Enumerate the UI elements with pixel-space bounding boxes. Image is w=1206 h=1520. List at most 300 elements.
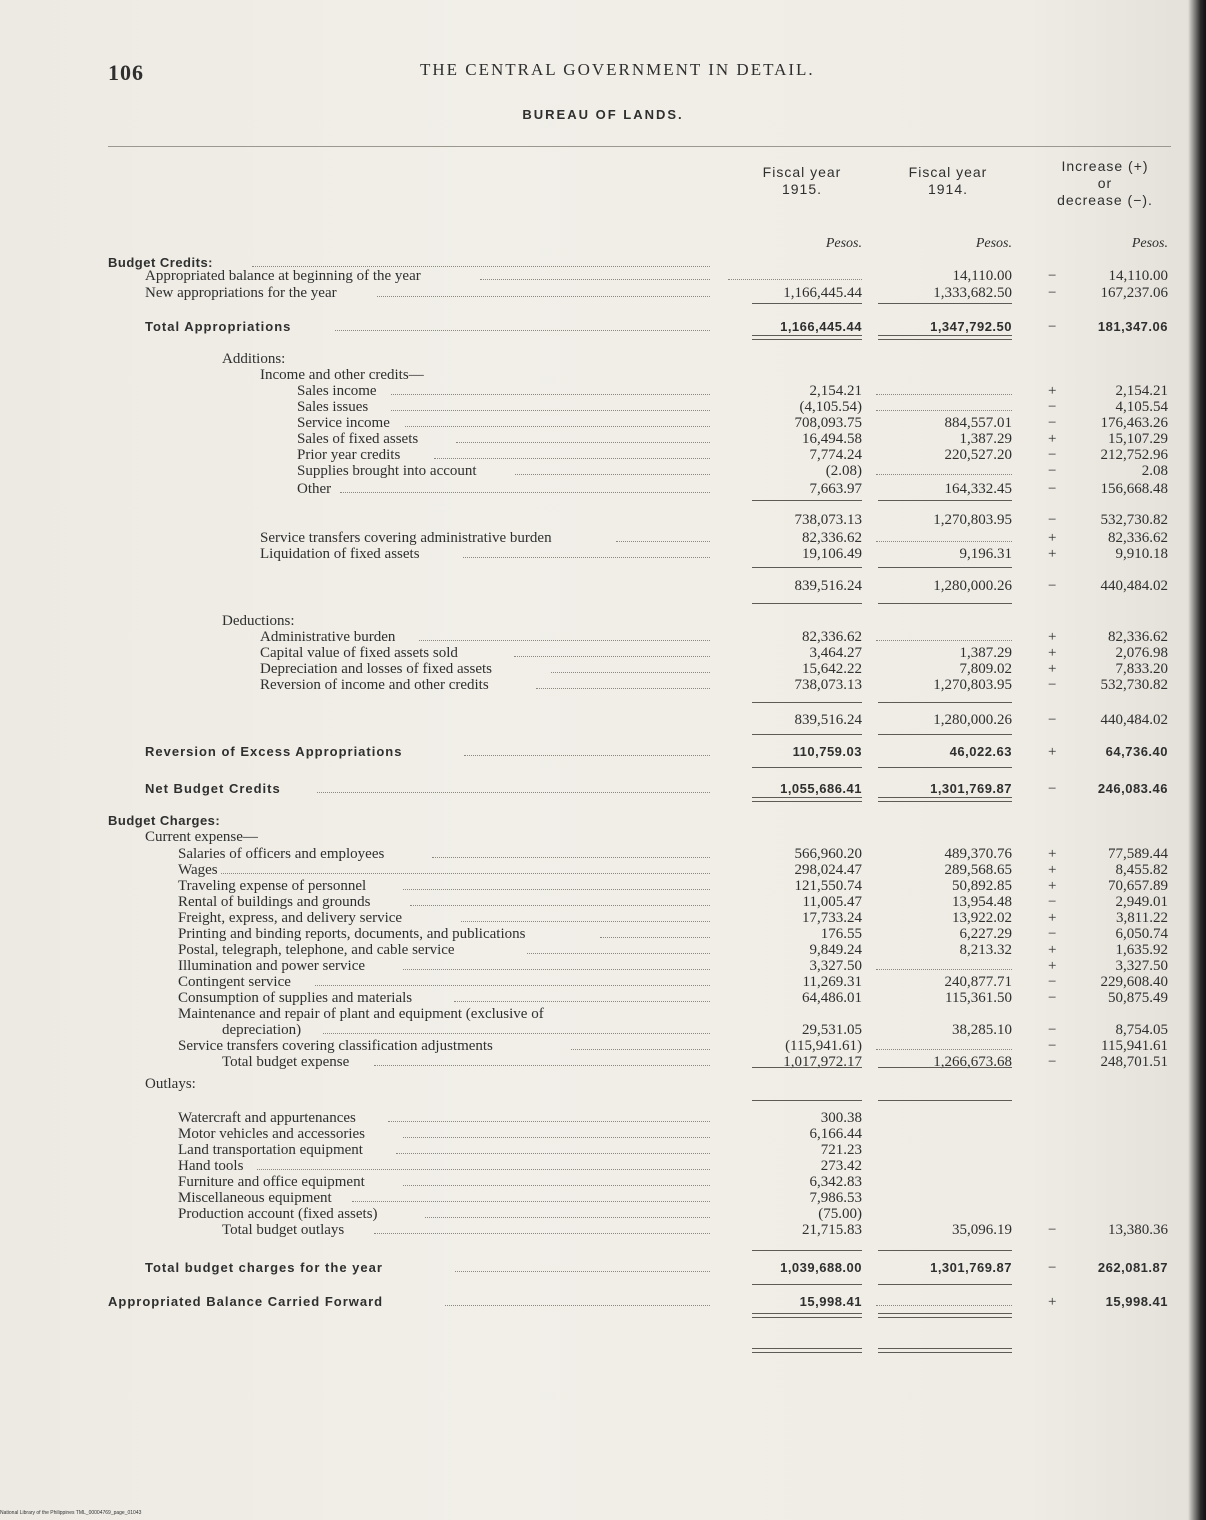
value-fy1914: 13,922.02 — [952, 910, 1012, 926]
value-fy1915: 29,531.05 — [802, 1022, 862, 1038]
value-fy1915: 721.23 — [820, 1142, 862, 1158]
leader-dots — [425, 1217, 710, 1218]
change-sign: − — [1048, 1260, 1057, 1276]
leader-dots — [551, 672, 710, 673]
table-row — [0, 862, 1206, 878]
change-sign: − — [1048, 268, 1057, 284]
table-row — [0, 546, 1206, 562]
value-fy1915: 839,516.24 — [794, 712, 862, 728]
value-fy1914: 115,361.50 — [945, 990, 1012, 1006]
row-label: Land transportation equipment — [178, 1142, 363, 1158]
double-rule — [752, 797, 862, 802]
table-row — [0, 990, 1206, 1006]
value-fy1915: 11,269.31 — [802, 974, 862, 990]
table-row — [0, 1110, 1206, 1126]
table-row — [0, 645, 1206, 661]
row-label: Freight, express, and delivery service — [178, 910, 403, 926]
row-label: Illumination and power service — [178, 958, 366, 974]
scan-footer: National Library of the Philippines TML_00004769_page_01043 — [0, 1510, 142, 1516]
empty-cell-dots — [876, 394, 1012, 395]
table-row — [0, 1054, 1206, 1070]
row-label: Maintenance and repair of plant and equipment (exclusive of — [178, 1006, 544, 1022]
leader-dots — [317, 792, 710, 793]
table-row — [0, 268, 1206, 284]
value-fy1915: 738,073.13 — [794, 677, 862, 693]
value-fy1914: 14,110.00 — [952, 268, 1012, 284]
change-sign: − — [1048, 285, 1057, 301]
change-sign: − — [1048, 1038, 1057, 1054]
empty-cell-dots — [876, 1305, 1012, 1306]
leader-dots — [403, 969, 710, 970]
table-row — [0, 878, 1206, 894]
change-sign: − — [1048, 677, 1057, 693]
row-label: Total Appropriations — [145, 319, 292, 334]
value-fy1915: 1,017,972.17 — [783, 1054, 862, 1070]
leader-dots — [600, 937, 710, 938]
row-label: Motor vehicles and accessories — [178, 1126, 366, 1142]
single-rule — [878, 767, 1012, 768]
single-rule — [752, 734, 862, 735]
leader-dots — [257, 1169, 710, 1170]
double-rule — [878, 335, 1012, 340]
row-label: Production account (fixed assets) — [178, 1206, 378, 1222]
change-sign: + — [1048, 878, 1057, 894]
table-row — [0, 613, 1206, 629]
row-label: New appropriations for the year — [145, 285, 337, 301]
row-label: Appropriated balance at beginning of the year — [145, 268, 421, 284]
single-rule — [752, 1284, 862, 1285]
change-sign: + — [1048, 629, 1057, 645]
column-header-fy1915 — [742, 164, 862, 198]
leader-dots — [419, 640, 710, 641]
value-fy1915: 7,774.24 — [809, 447, 862, 463]
value-fy1914: 1,333,682.50 — [933, 285, 1012, 301]
leader-dots — [410, 905, 710, 906]
double-rule — [752, 1348, 862, 1353]
leader-dots — [461, 921, 710, 922]
change-sign: + — [1048, 744, 1057, 760]
row-label: Appropriated Balance Carried Forward — [108, 1294, 384, 1309]
table-row — [0, 744, 1206, 760]
row-label: Budget Credits: — [108, 255, 213, 270]
column-header-fy1914 — [888, 164, 1008, 198]
change-sign: + — [1048, 431, 1057, 447]
single-rule — [752, 1067, 862, 1068]
value-fy1915: 21,715.83 — [802, 1222, 862, 1238]
change-sign: − — [1048, 512, 1057, 528]
value-fy1914: 884,557.01 — [944, 415, 1012, 431]
empty-cell-dots — [876, 410, 1012, 411]
value-fy1915: 3,464.27 — [809, 645, 862, 661]
leader-dots — [432, 857, 710, 858]
value-fy1914: 240,877.71 — [944, 974, 1012, 990]
row-label: Capital value of fixed assets sold — [260, 645, 458, 661]
value-fy1915: 19,106.49 — [802, 546, 862, 562]
leader-dots — [315, 985, 710, 986]
row-label: Depreciation and losses of fixed assets — [260, 661, 493, 677]
table-row — [0, 1142, 1206, 1158]
row-label: Prior year credits — [297, 447, 401, 463]
leader-dots — [335, 330, 710, 331]
value-fy1914: 1,280,000.26 — [933, 578, 1012, 594]
value-fy1915: 3,327.50 — [809, 958, 862, 974]
value-fy1915: 110,759.03 — [792, 744, 862, 759]
leader-dots — [463, 557, 710, 558]
empty-cell-dots — [876, 541, 1012, 542]
value-change: 440,484.02 — [1100, 578, 1168, 594]
leader-dots — [571, 1049, 710, 1050]
table-row — [0, 942, 1206, 958]
value-fy1914: 1,270,803.95 — [933, 677, 1012, 693]
change-sign: − — [1048, 447, 1057, 463]
value-change: 6,050.74 — [1115, 926, 1168, 942]
row-label: Service transfers covering classification adjustments — [178, 1038, 493, 1054]
change-sign: + — [1048, 910, 1057, 926]
empty-cell-dots — [876, 474, 1012, 475]
change-sign: − — [1048, 990, 1057, 1006]
leader-dots — [405, 426, 710, 427]
change-sign: − — [1048, 1022, 1057, 1038]
row-label: Total budget outlays — [222, 1222, 345, 1238]
row-label: Supplies brought into account — [297, 463, 477, 479]
empty-cell-dots — [876, 1049, 1012, 1050]
change-sign: + — [1048, 958, 1057, 974]
row-label: Net Budget Credits — [145, 781, 281, 796]
value-change: 64,736.40 — [1105, 744, 1168, 759]
value-change: 262,081.87 — [1097, 1260, 1168, 1275]
value-fy1915: 15,998.41 — [799, 1294, 862, 1309]
value-fy1914: 1,266,673.68 — [933, 1054, 1012, 1070]
column-header-line: Fiscal year — [908, 164, 988, 180]
value-fy1914: 6,227.29 — [959, 926, 1012, 942]
row-label: Sales income — [297, 383, 377, 399]
value-fy1914: 46,022.63 — [949, 744, 1012, 759]
value-change: 9,910.18 — [1115, 546, 1168, 562]
single-rule — [878, 1100, 1012, 1101]
table-row — [0, 846, 1206, 862]
leader-dots — [454, 1001, 710, 1002]
leader-dots — [352, 1201, 710, 1202]
value-fy1914: 220,527.20 — [944, 447, 1012, 463]
value-fy1914: 50,892.85 — [952, 878, 1012, 894]
leader-dots — [377, 296, 710, 297]
value-change: 82,336.62 — [1108, 530, 1168, 546]
leader-dots — [391, 394, 710, 395]
value-fy1915: 1,166,445.44 — [780, 319, 862, 334]
value-fy1915: 176.55 — [820, 926, 862, 942]
value-change: 246,083.46 — [1097, 781, 1168, 796]
single-rule — [878, 1067, 1012, 1068]
row-label: Service income — [297, 415, 390, 431]
table-row — [0, 712, 1206, 728]
single-rule — [752, 603, 862, 604]
table-row — [0, 629, 1206, 645]
value-fy1915: 11,005.47 — [802, 894, 862, 910]
table-row — [0, 1126, 1206, 1142]
value-fy1914: 9,196.31 — [959, 546, 1012, 562]
table-row — [0, 1022, 1206, 1038]
value-fy1915: 298,024.47 — [794, 862, 862, 878]
row-label: Other — [297, 481, 332, 497]
single-rule — [878, 1250, 1012, 1251]
unit-label-change: Pesos. — [1131, 236, 1168, 251]
value-change: 181,347.06 — [1097, 319, 1168, 334]
single-rule — [878, 500, 1012, 501]
table-row — [0, 447, 1206, 463]
leader-dots — [515, 474, 710, 475]
value-change: 248,701.51 — [1100, 1054, 1168, 1070]
value-change: 82,336.62 — [1108, 629, 1168, 645]
table-row — [0, 351, 1206, 367]
double-rule — [878, 1313, 1012, 1318]
row-label: Deductions: — [222, 613, 295, 629]
column-header-line: 1914. — [927, 181, 969, 197]
value-fy1915: 64,486.01 — [802, 990, 862, 1006]
table-row — [0, 661, 1206, 677]
table-row — [0, 415, 1206, 431]
table-row — [0, 829, 1206, 845]
value-fy1915: 1,055,686.41 — [780, 781, 862, 796]
leader-dots — [434, 458, 710, 459]
row-label: depreciation) — [222, 1022, 302, 1038]
table-row — [0, 677, 1206, 693]
leader-dots — [388, 1121, 710, 1122]
value-change: 229,608.40 — [1100, 974, 1168, 990]
row-label: Administrative burden — [260, 629, 396, 645]
value-fy1914: 13,954.48 — [952, 894, 1012, 910]
value-change: 115,941.61 — [1101, 1038, 1168, 1054]
single-rule — [878, 702, 1012, 703]
value-change: 7,833.20 — [1115, 661, 1168, 677]
value-fy1915: 738,073.13 — [794, 512, 862, 528]
value-fy1915: 1,166,445.44 — [783, 285, 862, 301]
table-row — [0, 1206, 1206, 1222]
change-sign: + — [1048, 846, 1057, 862]
empty-cell-dots — [876, 969, 1012, 970]
value-change: 532,730.82 — [1100, 512, 1168, 528]
change-sign: − — [1048, 1054, 1057, 1070]
value-fy1914: 1,270,803.95 — [933, 512, 1012, 528]
row-label: Current expense— — [145, 829, 258, 845]
value-fy1915: 121,550.74 — [794, 878, 862, 894]
page-number: 106 — [108, 60, 144, 85]
leader-dots — [403, 1137, 710, 1138]
table-row — [0, 578, 1206, 594]
value-fy1914: 1,387.29 — [959, 431, 1012, 447]
single-rule — [878, 567, 1012, 568]
empty-cell-dots — [876, 640, 1012, 641]
single-rule — [752, 1250, 862, 1251]
table-row — [0, 1038, 1206, 1054]
leader-dots — [455, 1271, 710, 1272]
value-fy1915: 273.42 — [820, 1158, 862, 1174]
change-sign: − — [1048, 781, 1057, 797]
table-row — [0, 383, 1206, 399]
row-label: Hand tools — [178, 1158, 244, 1174]
value-fy1915: 82,336.62 — [802, 530, 862, 546]
table-row — [0, 813, 1206, 829]
table-row — [0, 781, 1206, 797]
value-fy1915: 839,516.24 — [794, 578, 862, 594]
row-label: Income and other credits— — [260, 367, 424, 383]
change-sign: − — [1048, 894, 1057, 910]
value-change: 15,107.29 — [1108, 431, 1168, 447]
leader-dots — [536, 688, 710, 689]
leader-dots — [403, 889, 710, 890]
table-row — [0, 1006, 1206, 1022]
value-fy1914: 1,387.29 — [959, 645, 1012, 661]
value-change: 2.08 — [1141, 463, 1168, 479]
column-header-line: Increase (+) — [1061, 158, 1149, 174]
change-sign: − — [1048, 974, 1057, 990]
row-label: Additions: — [222, 351, 286, 367]
change-sign: + — [1048, 862, 1057, 878]
column-header-line: 1915. — [781, 181, 823, 197]
table-row — [0, 481, 1206, 497]
row-label: Sales issues — [297, 399, 369, 415]
row-label: Miscellaneous equipment — [178, 1190, 332, 1206]
value-change: 156,668.48 — [1100, 481, 1168, 497]
table-row — [0, 1222, 1206, 1238]
value-change: 532,730.82 — [1100, 677, 1168, 693]
leader-dots — [391, 410, 710, 411]
leader-dots — [456, 442, 710, 443]
leader-dots — [514, 656, 710, 657]
leader-dots — [340, 492, 711, 493]
change-sign: + — [1048, 530, 1057, 546]
leader-dots — [323, 1033, 710, 1034]
table-row — [0, 1294, 1206, 1310]
change-sign: + — [1048, 645, 1057, 661]
change-sign: − — [1048, 926, 1057, 942]
value-change: 2,154.21 — [1115, 383, 1168, 399]
value-change: 212,752.96 — [1100, 447, 1168, 463]
value-fy1915: 300.38 — [820, 1110, 862, 1126]
single-rule — [878, 1284, 1012, 1285]
table-row — [0, 512, 1206, 528]
value-fy1915: 17,733.24 — [802, 910, 862, 926]
change-sign: + — [1048, 383, 1057, 399]
running-head: THE CENTRAL GOVERNMENT IN DETAIL. — [420, 60, 815, 79]
single-rule — [752, 702, 862, 703]
single-rule — [878, 734, 1012, 735]
value-fy1915: (2.08) — [825, 463, 862, 479]
table-row — [0, 319, 1206, 335]
value-change: 13,380.36 — [1108, 1222, 1168, 1238]
table-row — [0, 1260, 1206, 1276]
leader-dots — [403, 1185, 710, 1186]
change-sign: − — [1048, 481, 1057, 497]
row-label: Consumption of supplies and materials — [178, 990, 413, 1006]
value-fy1914: 289,568.65 — [944, 862, 1012, 878]
value-fy1915: 566,960.20 — [794, 846, 862, 862]
row-label: Total budget charges for the year — [145, 1260, 383, 1275]
table-row — [0, 431, 1206, 447]
table-row — [0, 367, 1206, 383]
row-label: Traveling expense of personnel — [178, 878, 367, 894]
value-fy1915: (4,105.54) — [799, 399, 862, 415]
leader-dots — [396, 1153, 710, 1154]
row-label: Reversion of Excess Appropriations — [145, 744, 403, 759]
table-row — [0, 399, 1206, 415]
value-change: 15,998.41 — [1105, 1294, 1168, 1309]
column-header-change — [1038, 158, 1172, 209]
value-fy1914: 1,301,769.87 — [930, 1260, 1012, 1275]
table-row — [0, 1076, 1206, 1092]
table-row — [0, 974, 1206, 990]
value-fy1914: 164,332.45 — [944, 481, 1012, 497]
table-row — [0, 1158, 1206, 1174]
value-change: 8,754.05 — [1115, 1022, 1168, 1038]
row-label: Postal, telegraph, telephone, and cable service — [178, 942, 455, 958]
value-change: 176,463.26 — [1100, 415, 1168, 431]
leader-dots — [374, 1233, 710, 1234]
table-row — [0, 1174, 1206, 1190]
value-fy1915: 6,166.44 — [809, 1126, 862, 1142]
row-label: Total budget expense — [222, 1054, 350, 1070]
value-change: 3,811.22 — [1116, 910, 1168, 926]
column-header-line: or — [1097, 175, 1113, 191]
value-fy1914: 1,301,769.87 — [930, 781, 1012, 796]
leader-dots — [464, 755, 710, 756]
single-rule — [752, 500, 862, 501]
table-row — [0, 463, 1206, 479]
single-rule — [878, 603, 1012, 604]
single-rule — [752, 767, 862, 768]
leader-dots — [480, 279, 711, 280]
table-row — [0, 530, 1206, 546]
value-change: 440,484.02 — [1100, 712, 1168, 728]
leader-dots — [616, 541, 710, 542]
row-label: Wages — [178, 862, 218, 878]
row-label: Salaries of officers and employees — [178, 846, 385, 862]
empty-cell-dots — [728, 279, 862, 280]
value-change: 1,635.92 — [1115, 942, 1168, 958]
header-rule — [108, 146, 1171, 147]
table-row — [0, 1190, 1206, 1206]
value-change: 167,237.06 — [1100, 285, 1168, 301]
value-change: 2,076.98 — [1115, 645, 1168, 661]
row-label: Outlays: — [145, 1076, 196, 1092]
value-change: 3,327.50 — [1115, 958, 1168, 974]
row-label: Rental of buildings and grounds — [178, 894, 371, 910]
single-rule — [878, 303, 1012, 304]
change-sign: − — [1048, 1222, 1057, 1238]
leader-dots — [252, 266, 710, 267]
table-row — [0, 894, 1206, 910]
row-label: Liquidation of fixed assets — [260, 546, 420, 562]
value-fy1915: 7,663.97 — [809, 481, 862, 497]
single-rule — [752, 567, 862, 568]
double-rule — [752, 1313, 862, 1318]
change-sign: + — [1048, 546, 1057, 562]
row-label: Watercraft and appurtenances — [178, 1110, 356, 1126]
unit-label-fy1915: Pesos. — [825, 236, 862, 251]
row-label: Sales of fixed assets — [297, 431, 419, 447]
row-label: Contingent service — [178, 974, 291, 990]
value-fy1915: (115,941.61) — [785, 1038, 862, 1054]
value-change: 70,657.89 — [1108, 878, 1168, 894]
row-label: Budget Charges: — [108, 813, 221, 828]
leader-dots — [445, 1305, 710, 1306]
row-label: Printing and binding reports, documents, and publications — [178, 926, 526, 942]
value-change: 77,589.44 — [1108, 846, 1168, 862]
leader-dots — [527, 953, 710, 954]
row-label: Reversion of income and other credits — [260, 677, 489, 693]
bureau-title: BUREAU OF LANDS. — [522, 107, 684, 122]
scan-edge-shadow — [1188, 0, 1206, 1520]
change-sign: + — [1048, 1294, 1057, 1310]
